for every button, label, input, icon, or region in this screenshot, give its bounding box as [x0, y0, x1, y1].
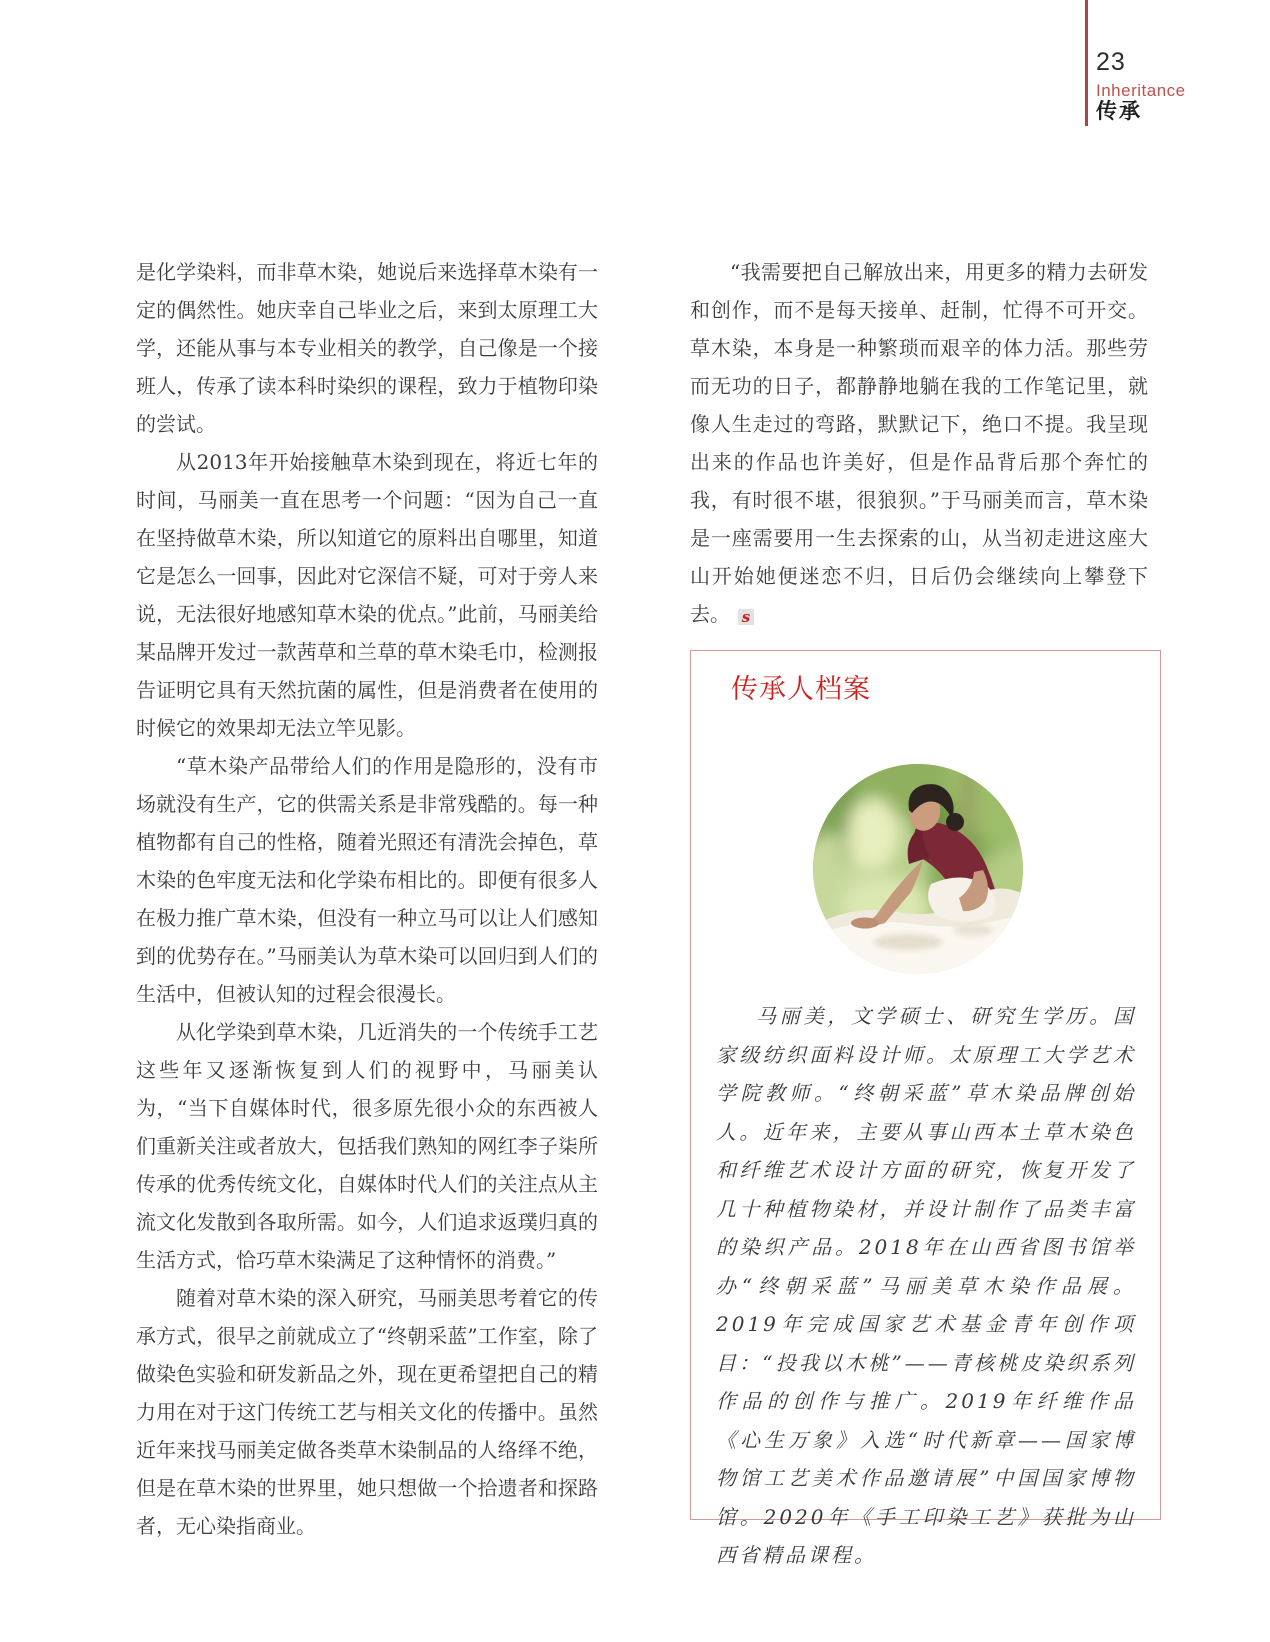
profile-photo-illustration [813, 764, 1023, 974]
article-right-column [690, 253, 1148, 633]
article-left-column [136, 253, 598, 1545]
section-label-en: Inheritance [1096, 81, 1186, 100]
profile-box [690, 650, 1161, 1567]
article-paragraph: 从化学染到草木染，几近消失的一个传统手工艺这些年又逐渐恢复到人们的视野中，马丽美认为，“当下自媒体时代，很多原先很小众的东西被人们重新关注或者放大，包括我们熟知的网红李子柒所传承的优秀传统文化，自媒体时代人们的关注点从主流文化发散到各取所需。如今，人们追求返璞归真的生活方式，恰巧草木染满足了这种情怀的消费。” [136, 1020, 598, 1272]
article-paragraph-text: “我需要把自己解放出来，用更多的精力去研发和创作，而不是每天接单、赶制，忙得不可开交。草木染，本身是一种繁琐而艰辛的体力活。那些劳而无功的日子，都静静地躺在我的工作笔记里，就像人生走过的弯路，默默记下，绝口不提。我呈现出来的作品也许美好，但是作品背后那个奔忙的我，有时很不堪，很狼狈。”于马丽美而言，草木染是一座需要用一生去探索的山，从当初走进这座大山开始她便迷恋不归，日后仍会继续向上攀登下去。 [690, 260, 1148, 626]
section-label-zh: 传承 [1096, 100, 1142, 123]
section-header-rule [1085, 0, 1088, 126]
article-paragraph: “草木染产品带给人们的作用是隐形的，没有市场就没有生产，它的供需关系是非常残酷的。每一种植物都有自己的性格，随着光照还有清洗会掉色，草木染的色牢度无法和化学染布相比的。即便有很多人在极力推广草木染，但没有一种立马可以让人们感知到的优势存在。”马丽美认为草木染可以回归到人们的生活中，但被认知的过程会很漫长。 [136, 754, 598, 1006]
profile-bio-text: 马丽美，文学硕士、研究生学历。国家级纺织面料设计师。太原理工大学艺术学院教师。“终朝采蓝”草木染品牌创始人。近年来，主要从事山西本土草木染色和纤维艺术设计方面的研究，恢复开发了几十种植物染材，并设计制作了品类丰富的染织产品。2018年在山西省图书馆举办“终朝采蓝”马丽美草木染作品展。2019年完成国家艺术基金青年创作项目：“投我以木桃”——青核桃皮染织系列作品的创作与推广。2019年纤维作品《心生万象》入选“时代新章——国家博物馆工艺美术作品邀请展”中国国家博物馆。2020年《手工印染工艺》获批为山西省精品课程。 [716, 1004, 1136, 1567]
profile-box-title: 传承人档案 [731, 674, 871, 704]
article-paragraph [690, 253, 1148, 633]
article-paragraph: 随着对草木染的深入研究，马丽美思考着它的传承方式，很早之前就成立了“终朝采蓝”工作室，除了做染色实验和研发新品之外，现在更希望把自己的精力用在对于这门传统工艺与相关文化的传播中。虽然近年来找马丽美定做各类草木染制品的人络绎不绝，但是在草木染的世界里，她只想做一个拾遗者和探路者，无心染指商业。 [136, 1286, 598, 1538]
page-number: 23 [1096, 48, 1126, 76]
article-end-mark: s [738, 609, 754, 625]
article-paragraph: 是化学染料，而非草木染，她说后来选择草木染有一定的偶然性。她庆幸自己毕业之后，来到太原理工大学，还能从事与本专业相关的教学，自己像是一个接班人，传承了读本科时染织的课程，致力于植物印染的尝试。 [136, 260, 598, 436]
article-paragraph: 从2013年开始接触草木染到现在，将近七年的时间，马丽美一直在思考一个问题：“因为自己一直在坚持做草木染，所以知道它的原料出自哪里，知道它是怎么一回事，因此对它深信不疑，可对于旁人来说，无法很好地感知草木染的优点。”此前，马丽美给某品牌开发过一款茜草和兰草的草木染毛巾，检测报告证明它具有天然抗菌的属性，但是消费者在使用的时候它的效果却无法立竿见影。 [136, 450, 598, 740]
profile-photo [813, 764, 1023, 974]
